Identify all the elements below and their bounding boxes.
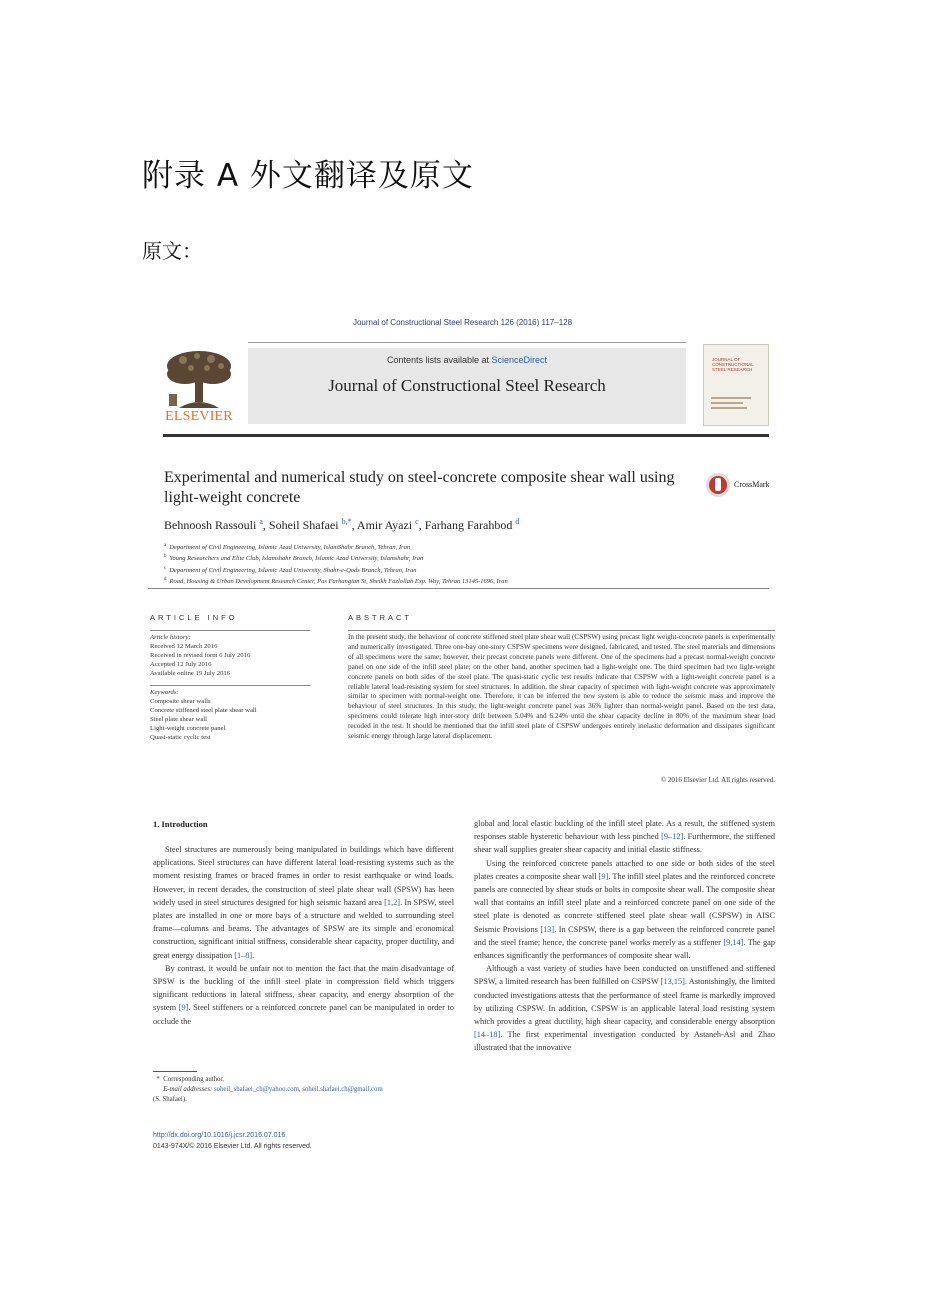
affiliation-list (164, 541, 508, 587)
cover-title-line: STEEL RESEARCH (712, 367, 753, 372)
article-history (150, 633, 310, 678)
citation-link[interactable]: [1–8] (234, 950, 253, 960)
doi-link[interactable]: http://dx.doi.org/10.1016/j.jcsr.2016.07.016 (153, 1132, 286, 1139)
footnote-author-name: (S. Shafaei). (153, 1096, 187, 1103)
history-item: Received in revised form 6 July 2016 (150, 652, 251, 660)
email-link[interactable]: soheil_shafaei_ch@yahoo.com (213, 1086, 299, 1093)
author-affiliation-marker[interactable]: d (515, 517, 520, 526)
masthead-rule (163, 434, 769, 437)
crossmark-icon (706, 473, 730, 497)
abstract-rule (348, 630, 775, 631)
keyword-item: Steel plate shear wall (150, 716, 208, 724)
history-label: Article history: (150, 634, 191, 641)
journal-name[interactable]: Journal of Constructional Steel Research (328, 376, 606, 395)
keyword-item: Quasi-static cyclic test (150, 734, 211, 742)
original-label: 原文： (142, 239, 202, 263)
journal-reference[interactable]: Journal of Constructional Steel Research 126 (2016) 117–128 (352, 318, 573, 327)
citation-link[interactable]: [13] (540, 924, 555, 934)
introduction-heading: 1. Introduction (153, 819, 208, 829)
contents-line (248, 355, 686, 365)
footnote-corresponding: Corresponding author. (163, 1076, 225, 1083)
keyword-item: Concrete stiffened steel plate shear wall (150, 707, 257, 715)
author-name: Behnoosh Rassouli (164, 518, 257, 532)
footnote-rule (153, 1071, 197, 1072)
journal-masthead (163, 342, 769, 434)
author-name: Soheil Shafaei (268, 518, 339, 532)
author-affiliation-marker[interactable]: c (415, 517, 419, 526)
history-item: Received 12 March 2016 (150, 643, 218, 651)
journal-cover-thumbnail[interactable] (703, 344, 769, 426)
section-divider (148, 588, 769, 589)
elsevier-logo[interactable] (163, 348, 235, 430)
citation-link[interactable]: [9,14] (723, 937, 744, 947)
citation-link[interactable]: [9] (178, 1003, 189, 1013)
cover-decoration (711, 407, 747, 409)
cover-decoration (711, 402, 743, 404)
citation-link[interactable]: [9] (598, 871, 609, 881)
email-link[interactable]: soheil.shafaei.ch@gmail.com (302, 1086, 383, 1093)
article-info-heading: ARTICLE INFO (150, 613, 238, 622)
abstract-text: In the present study, the behaviour of concrete stiffened steel plate shear wall (CSPSW) using precast light weight-concrete panels is experimentally and numerically investigated. Three one-bay one-story CSPSW specimens were designed, fabricated, and tested. The steel materials and dimensions of all specimens were the same; however, their precast concrete panels were different. One of the specimens had a precast normal-weight concrete panel on one side of the infill steel plate; on the other hand, another specimen had a light-weight one. The third specimen had two light-weight concrete panels on both sides of the steel plate. The quasi-static cyclic test results indicate that CSPSW with a light-weight concrete panel is a reliable lateral load-resisting system for steel structures. In addition, the shear capacity of specimen with light-weight concrete was approximately similar to specimen with normal-weight one. Therefore, it can be inferred the new system is able to reduce the seismic mass and improve the behaviour of steel structures. In this study, the light-weight concrete panel was 36% lighter than normal-weight panel. Based on the test data, specimens could tolerate high inter-story drift between 5.04% and 6.24% until the shear capacity decline in 80% of the maximum shear load recoded in the test. It should be mentioned that the infill steel plate of CSPSW undergoes entirely inelastic deformation and dissipates significant seismic energy through large lateral displacement. (348, 633, 775, 741)
author-affiliation-marker[interactable]: a (259, 517, 263, 526)
body-paragraph: global and local elastic buckling of the infill steel plate. As a result, the stiffened system responses stable hysteretic behaviour with less pinched [9–12]. Furthermore, the stiffened shear wall supplies greater shear capacity and initial elastic stiffness. (474, 819, 775, 855)
contents-prefix: Contents lists available at (386, 355, 492, 365)
issn-line: 0143-974X/© 2016 Elsevier Ltd. All rights reserved. (153, 1142, 312, 1150)
body-paragraph: Using the reinforced concrete panels attached to one side or both sides of the steel plates creates a composite shear wall [9]. The infill steel plates and the reinforced concrete panels are connected by shear studs or bolts in composite shear wall. The composite shear wall that contains an infill steel plate and a reinforced concrete panel on one side of the steel plate is denoted as concrete stiffened steel plate shear wall (CSPSW) in AISC Seismic Provisions [13]. In CSPSW, there is a gap between the reinforced concrete panel and the steel frame; hence, the concrete panel works merely as a stiffener [9,14]. The gap enhances significantly the performances of composite shear wall. (474, 858, 776, 961)
doi-block (153, 1131, 312, 1152)
email-label: E-mail addresses: (163, 1086, 213, 1093)
article-info-rule (150, 630, 310, 631)
cover-decoration (711, 397, 751, 399)
author-name: Farhang Farahbod (424, 518, 513, 532)
cover-title (712, 357, 754, 372)
affiliation-item: $^a$ Department of Civil Engineering, Islamic Azad University, IslamShahr Branch, Tehran, Iran (164, 543, 411, 552)
keywords-label: Keywords: (150, 689, 179, 696)
affiliation-item: $^b$ Young Researchers and Elite Club, Islamshahr Branch, Islamic Azad University, Islamshahr, Iran (164, 554, 424, 563)
masthead-top-rule (248, 342, 686, 343)
author-list: Behnoosh Rassouli $^a$, Soheil Shafaei $^{b,*}$, Amir Ayazi $^c$, Farhang Farahbod $^d$ (164, 517, 520, 532)
journal-banner (248, 348, 686, 424)
crossmark-badge[interactable] (706, 473, 786, 499)
author-name: Amir Ayazi (356, 518, 413, 532)
citation-link[interactable]: [14–18] (474, 1030, 501, 1040)
body-paragraph: Although a vast variety of studies have been conducted on unstiffened and stiffened SPSW, a limited research has been fulfilled on CSPSW [13,15]. Astonishingly, the limited conducted investigations attests that the performance of steel frame is markedly improved by utilizing CSPSW. In addition, CSPSW is an applicable lateral load resisting system which provides a great ductility, high shear capacity, and considerable energy absorption [14–18]. The first experimental investigation conducted by Astaneh-Asl and Zhao illustrated that the innovative (474, 964, 775, 1053)
body-paragraph: Steel structures are numerously being manipulated in buildings which have different applications. Steel structures can have different lateral load-resisting systems such as the moment resisting frames or braced frames in order to resist earthquake or wind loads. However, in recent decades, the construction of steel plate shear wall (SPSW) has been widely used in steel structures designed for high seismic hazard area [1,2]. In SPSW, steel plates are installed in one or more bays of a structure and welded to surrounding steel frame—columns and beams. The advantages of SPSW are its simple and economical construction, significant initial stiffness, considerable shear capacity, proper ductility, and great energy dissipation [1–8]. (153, 845, 454, 960)
body-column-right (474, 817, 775, 1055)
cover-title-line: JOURNAL OF (712, 357, 741, 362)
keywords-rule (150, 685, 310, 686)
body-paragraph: By contrast, it would be unfair not to mention the fact that the main disadvantage of SPSW is the buckling of the infill steel plate in compression field which triggers significant reductions in lateral stiffness, shear capacity, and energy absorption of the system [9]. Steel stiffeners or a reinforced concrete panel can be manipulated in order to occlude the (153, 963, 454, 1026)
corresponding-author-footnote: * Corresponding author. E-mail addresses: soheil_shafaei_ch@yahoo.com, soheil.shafaei.ch@gmail.com (S. Shafaei). (153, 1075, 453, 1105)
keyword-item: Light-weight concrete panel (150, 725, 226, 733)
author-affiliation-marker[interactable]: b,* (341, 517, 352, 526)
affiliation-item: $^c$ Department of Civil Engineering, Islamic Azad University, Shahr-e-Qods Branch, Tehran, Iran (164, 565, 417, 575)
abstract-heading: ABSTRACT (348, 613, 413, 622)
affiliation-item: $^d$ Road, Housing & Urban Development Research Center, Pas Farhangian St, Sheikh Fazlollah Exp. Way, Tehran 13145-1696, Iran (164, 577, 508, 586)
citation-link[interactable]: [9–12] (661, 832, 684, 842)
keywords (150, 688, 310, 743)
body-column-left (153, 843, 454, 1028)
citation-link[interactable]: [1,2] (384, 897, 401, 907)
abstract-copyright: © 2016 Elsevier Ltd. All rights reserved. (660, 776, 775, 784)
history-item: Available online 19 July 2016 (150, 670, 231, 678)
crossmark-label: CrossMark (734, 480, 770, 489)
paper-title: Experimental and numerical study on steel-concrete composite shear wall using light-weight concrete (164, 469, 675, 506)
citation-link[interactable]: [13,15] (660, 977, 685, 987)
elsevier-wordmark: ELSEVIER (165, 409, 233, 424)
keyword-item: Composite shear walls (150, 698, 211, 706)
footnote-marker: * (156, 1076, 160, 1083)
history-item: Accepted 12 July 2016 (150, 661, 212, 669)
sciencedirect-link[interactable]: ScienceDirect (491, 355, 548, 365)
appendix-title: 附录 A 外文翻译及原文 (142, 158, 474, 194)
elsevier-tree-icon (163, 348, 235, 412)
cover-title-line: CONSTRUCTIONAL (712, 362, 754, 367)
